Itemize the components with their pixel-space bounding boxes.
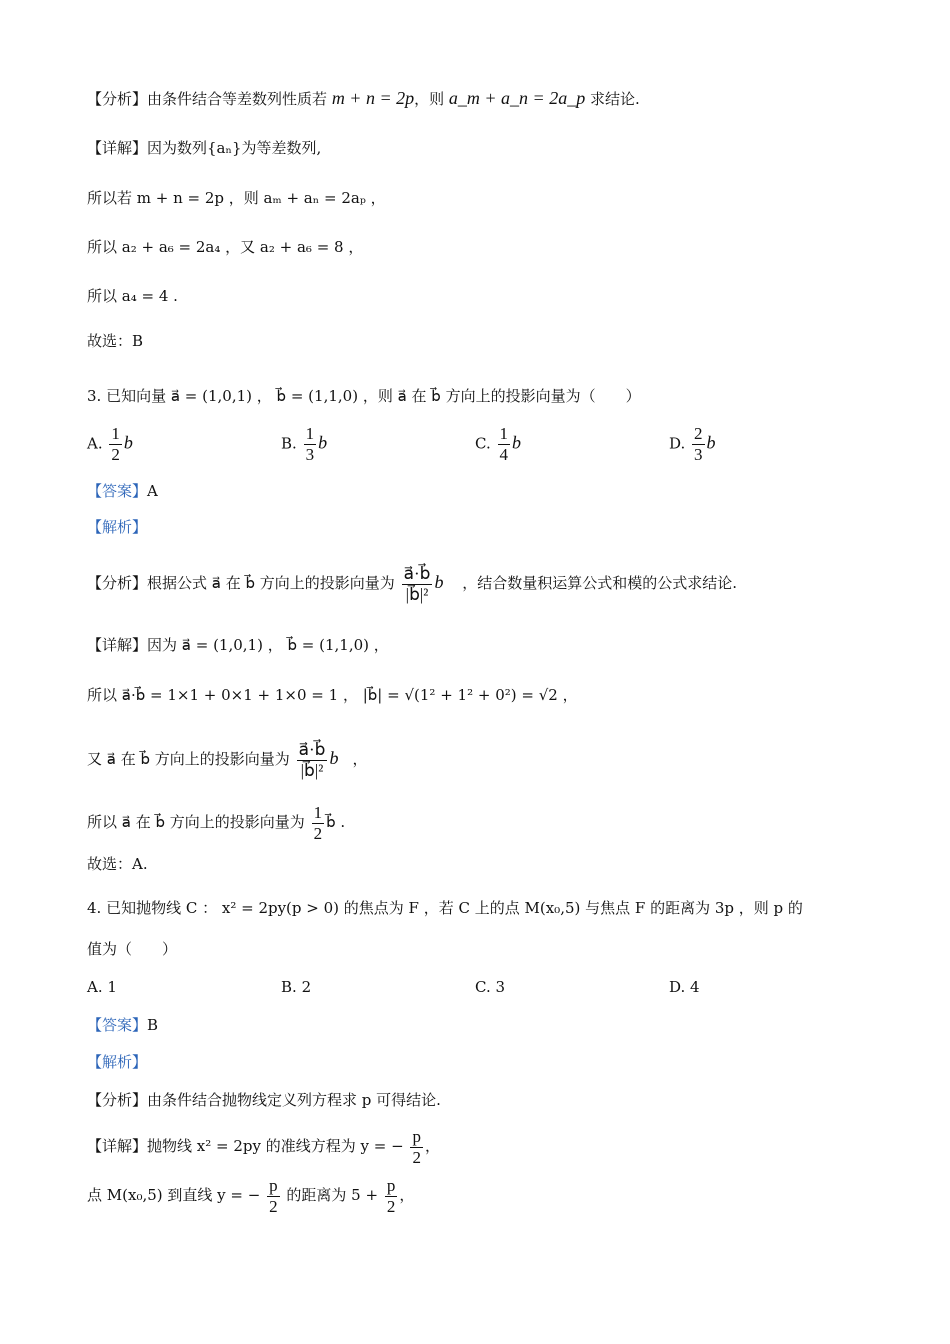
option-fraction: $\frac{1}{4}$ xyxy=(499,424,508,464)
analysis-text: 求结论. xyxy=(589,90,640,108)
option-fraction: $\frac{1}{2}$ xyxy=(111,424,120,464)
answer-value: B xyxy=(147,1016,159,1034)
detail-vector: b⃗ xyxy=(329,748,353,768)
option-vector: b xyxy=(123,432,133,453)
q4-option-d[interactable] xyxy=(669,978,700,996)
detail-fraction: $\frac{1}{2}$ xyxy=(313,802,323,843)
q3-analysis xyxy=(87,560,737,605)
option-label: C. xyxy=(475,978,491,996)
q4-option-a[interactable] xyxy=(87,978,117,996)
detail-text: 又 a⃗ 在 b⃗ 方向上的投影向量为 xyxy=(87,750,290,768)
analysis-text: 由条件结合等差数列性质若 xyxy=(147,90,328,108)
q4-stem-1: 4. 已知抛物线 C ： x² = 2py(p > 0) 的焦点为 F ，若 C 上的点 M(x₀,5) 与焦点 F 的距离为 3p ，则 p 的 xyxy=(87,899,803,917)
q3-answer xyxy=(87,480,158,502)
analysis-vector: b⃗ xyxy=(434,572,458,592)
answer-tag: 【答案】 xyxy=(87,1016,148,1034)
projection-fraction: $\frac{a⃗\cdot b⃗}{\text{|b⃗|²}}$ xyxy=(403,563,431,604)
option-label: A. xyxy=(87,978,103,996)
q3-detail-4 xyxy=(87,802,345,844)
answer-tag: 【答案】 xyxy=(87,482,148,500)
q4-answer xyxy=(87,1014,158,1036)
option-label: B. xyxy=(281,434,297,453)
projection-fraction: $\frac{a⃗\cdot b⃗}{\text{|b⃗|²}}$ xyxy=(298,739,326,780)
analysis-tag: 【分析】 xyxy=(87,90,148,108)
option-value: 3 xyxy=(495,978,506,996)
q3-detail-2 xyxy=(87,684,578,706)
option-label: D. xyxy=(669,434,686,453)
detail-text: ， xyxy=(424,1137,440,1155)
analysis-text: ，结合数量积运算公式和模的公式求结论. xyxy=(462,574,738,592)
detail-text: 点 M(x₀,5) 到直线 y = − xyxy=(87,1186,261,1204)
q4-stem-2: 值为（ ） xyxy=(87,940,178,958)
analysis-expr: a_m + a_n = 2a_p xyxy=(448,88,586,108)
analysis-text: 由条件结合抛物线定义列方程求 p 可得结论. xyxy=(147,1091,441,1109)
q3-stem: 3. 已知向量 a⃗ = (1,0,1) ， b⃗ = (1,1,0) ，则 a⃗ 在 b⃗ 方向上的投影向量为（ ） xyxy=(87,387,641,405)
analysis-tag: 【分析】 xyxy=(87,1091,148,1109)
q4-detail-2 xyxy=(87,1175,414,1217)
q2-analysis xyxy=(87,87,640,110)
q3-option-c[interactable] xyxy=(475,424,535,465)
detail-text: ， xyxy=(352,750,368,768)
q2-detail-4: 所以 a₄ = 4 . xyxy=(87,287,178,305)
detail-text: 的距离为 5 + xyxy=(286,1186,379,1204)
detail-text: b⃗ . xyxy=(326,813,346,831)
q4-option-c[interactable] xyxy=(475,978,505,996)
detail-text: 因为 a⃗ = (1,0,1) ， b⃗ = (1,1,0) ， xyxy=(147,636,389,654)
option-label: A. xyxy=(87,434,103,453)
detail-tag: 【详解】 xyxy=(87,139,148,157)
detail-text: ， xyxy=(399,1186,415,1204)
analysis-text: ，则 xyxy=(414,90,445,108)
detail-tag: 【详解】 xyxy=(87,636,148,654)
option-fraction: $\frac{2}{3}$ xyxy=(694,424,703,464)
option-vector: b⃗ xyxy=(318,432,342,453)
analysis-expr: m + n = 2p xyxy=(331,88,415,108)
q3-option-d[interactable] xyxy=(669,424,730,465)
q4-detail-1 xyxy=(87,1126,440,1168)
detail-text: 抛物线 x² = 2py 的准线方程为 y = − xyxy=(147,1137,404,1155)
option-value: 2 xyxy=(301,978,312,996)
option-vector: b⃗ xyxy=(706,432,730,453)
detail-text: 所以 a⃗ 在 b⃗ 方向上的投影向量为 xyxy=(87,813,305,831)
detail-text: 因为数列{aₙ}为等差数列, xyxy=(147,139,322,157)
option-label: B. xyxy=(281,978,297,996)
detail-fraction: $\frac{p}{2}$ xyxy=(386,1175,396,1216)
analysis-text: 根据公式 a⃗ 在 b⃗ 方向上的投影向量为 xyxy=(147,574,395,592)
q3-option-a[interactable] xyxy=(87,424,133,465)
detail-tag: 【详解】 xyxy=(87,1137,148,1155)
option-value: 4 xyxy=(690,978,700,996)
option-label: D. xyxy=(669,978,686,996)
q4-analysis xyxy=(87,1089,441,1111)
detail-fraction: $\frac{p}{2}$ xyxy=(412,1126,421,1167)
option-label: C. xyxy=(475,434,491,453)
q3-option-b[interactable] xyxy=(281,424,341,465)
q2-detail-1 xyxy=(87,137,321,159)
q4-jiexi-tag: 【解析】 xyxy=(87,1053,148,1071)
q4-option-b[interactable] xyxy=(281,978,311,996)
detail-text: |b⃗| = √(1² + 1² + 0²) = √2 ， xyxy=(362,686,578,704)
detail-text: 所以 a⃗·b⃗ = 1×1 + 0×1 + 1×0 = 1 ， xyxy=(87,686,358,704)
detail-fraction: $\frac{p}{2}$ xyxy=(269,1175,278,1216)
q2-detail-3: 所以 a₂ + a₆ = 2a₄ ，又 a₂ + a₆ = 8 ， xyxy=(87,238,364,256)
analysis-tag: 【分析】 xyxy=(87,574,148,592)
option-fraction: $\frac{1}{3}$ xyxy=(305,424,315,464)
option-value: 1 xyxy=(107,978,117,996)
q3-detail-3 xyxy=(87,736,367,781)
q2-detail-2: 所以若 m + n = 2p ，则 aₘ + aₙ = 2aₚ ， xyxy=(87,189,386,207)
answer-value: A xyxy=(147,482,158,500)
q2-choice: 故选：B xyxy=(87,332,144,350)
q3-choice: 故选：A. xyxy=(87,855,148,873)
option-vector: b⃗ xyxy=(512,432,536,453)
q3-jiexi-tag: 【解析】 xyxy=(87,518,148,536)
q3-detail-1 xyxy=(87,634,389,656)
